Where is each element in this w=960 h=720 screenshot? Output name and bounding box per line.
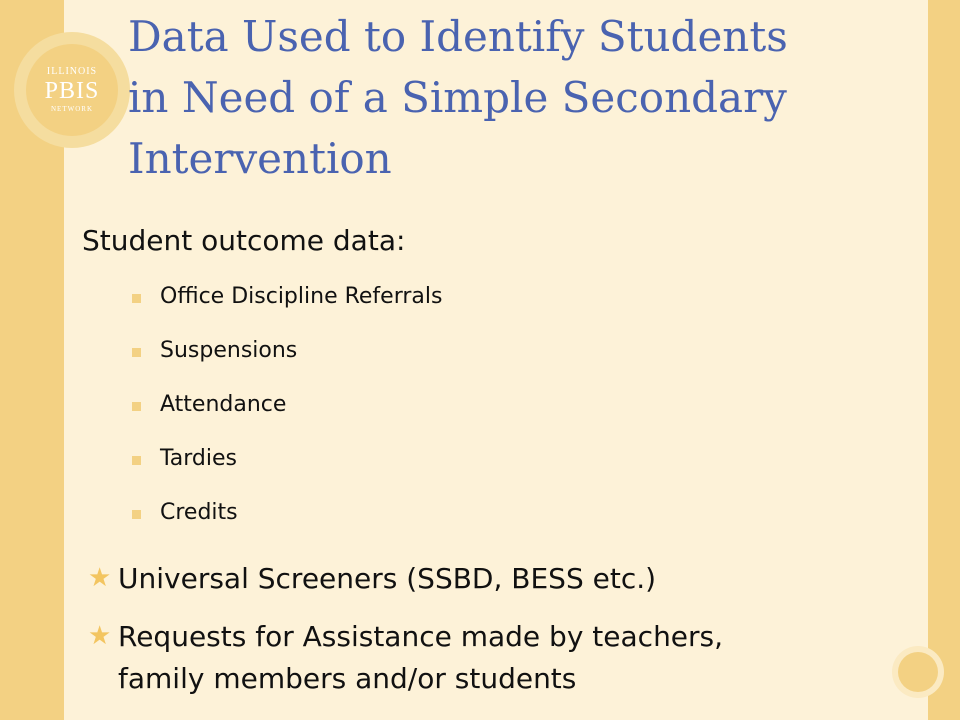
star-icon: ★ xyxy=(88,621,112,651)
list-item-label: Attendance xyxy=(160,392,287,417)
square-bullet-icon xyxy=(132,402,141,411)
star-icon: ★ xyxy=(88,563,112,593)
list-item xyxy=(132,392,442,446)
square-bullet-icon xyxy=(132,456,141,465)
list-item xyxy=(132,284,442,338)
illinois-pbis-logo xyxy=(26,44,118,136)
star-list-item xyxy=(88,558,656,600)
section-heading: Student outcome data: xyxy=(82,224,406,257)
title-line: Data Used to Identify Students xyxy=(128,12,788,61)
slide-title xyxy=(128,6,848,189)
list-item-label: Credits xyxy=(160,500,238,525)
list-item xyxy=(132,338,442,392)
logo-bottom-text: NETWORK xyxy=(51,105,93,113)
title-line: Intervention xyxy=(128,134,392,183)
list-item-label: Tardies xyxy=(160,446,238,471)
square-bullet-icon xyxy=(132,348,141,357)
star-item-text: family members and/or students xyxy=(118,662,577,695)
logo-middle-text: PBIS xyxy=(44,78,100,104)
star-item-text: Requests for Assistance made by teachers, xyxy=(118,620,724,653)
logo-top-text: ILLINOIS xyxy=(46,66,98,77)
star-item-text: Universal Screeners (SSBD, BESS etc.) xyxy=(118,562,657,595)
star-list-item xyxy=(88,616,723,700)
list-item xyxy=(132,500,442,554)
decorative-circle xyxy=(898,652,938,692)
title-line: in Need of a Simple Secondary xyxy=(128,73,787,122)
list-item xyxy=(132,446,442,500)
list-item-label: Suspensions xyxy=(160,338,298,363)
square-bullet-icon xyxy=(132,294,141,303)
list-item-label: Office Discipline Referrals xyxy=(160,284,443,309)
outcome-data-list xyxy=(132,284,442,554)
square-bullet-icon xyxy=(132,510,141,519)
